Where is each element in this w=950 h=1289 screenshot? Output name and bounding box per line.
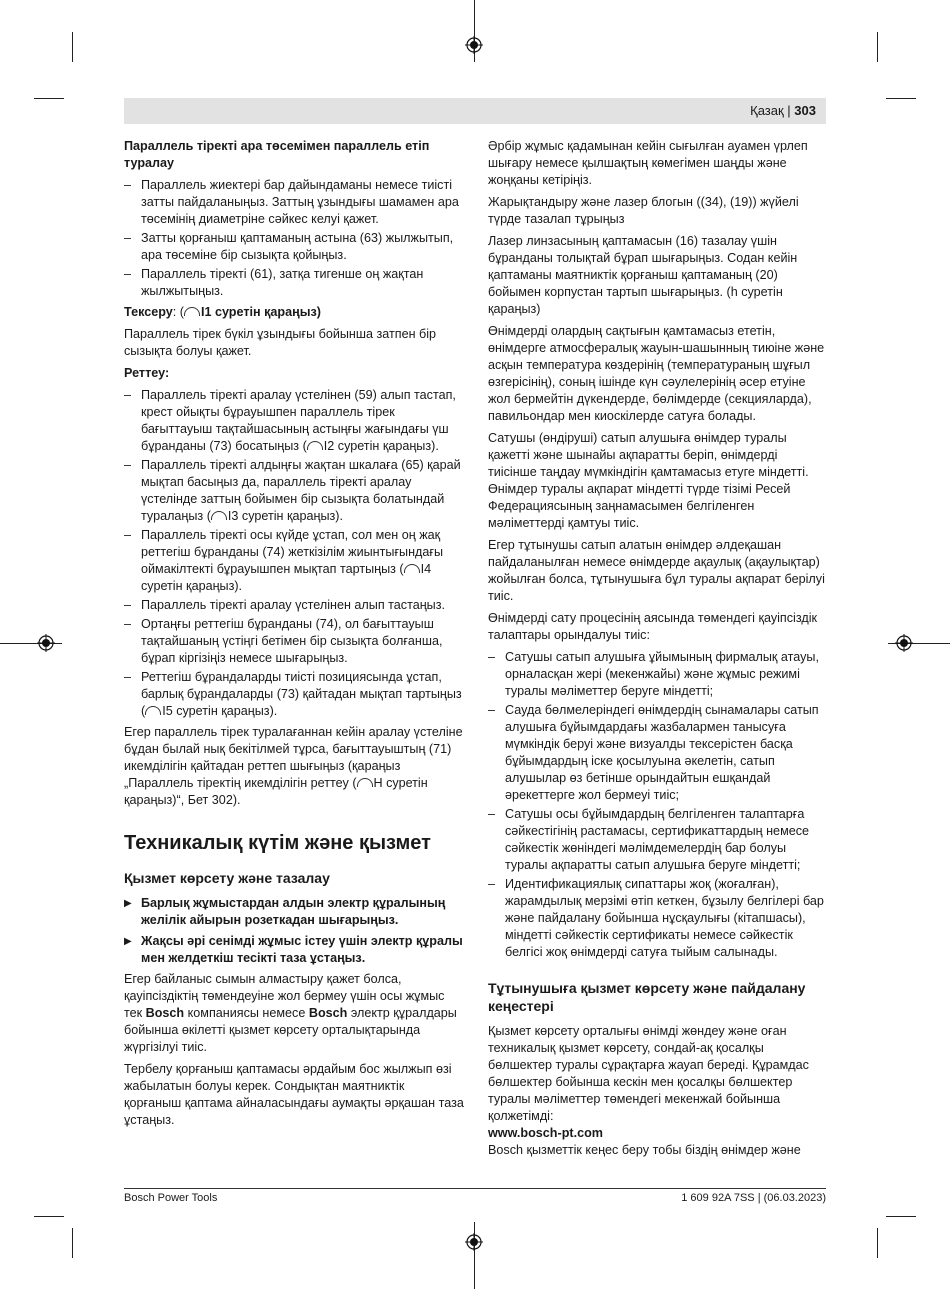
text-part: электр құралдары бойынша өкілетті қызмет көрсету орталықтарында жүргізілуі тиіс. (124, 1006, 457, 1054)
brand-name: Bosch (308, 1006, 348, 1020)
paragraph: Сатушы (өндіруші) сатып алушыға өнімдер туралы қажетті және шынайы ақпаратты беріп, өнімдерді тиісінше таңдау мүмкіндігін қамтамасыз етуге міндетті. Өнімдер туралы ақпарат міндетті түрде тізімі Ресей Федерациясының заңнамасымен белгіленген мәліметтерді қамтуы тиіс. (488, 431, 809, 530)
registration-mark-icon (37, 634, 55, 652)
registration-mark-icon (465, 36, 483, 54)
section-heading-maintenance: Техникалық күтім және қызмет (124, 832, 431, 854)
warning-item: ▶ Барлық жұмыстардан алдын электр құралының желілік айырын розеткадан шығарыңыз. (124, 895, 464, 929)
sales-requirements-list (488, 649, 826, 961)
adjust-label: Реттеу (124, 366, 165, 380)
list-item: – Параллель тіректі (61), затқа тигенше оң жақтан жылжытыңыз. (124, 266, 464, 300)
check-text: Параллель тірек бүкіл ұзындығы бойынша затпен бір сызықта болуы қажет. (124, 327, 437, 358)
list-item-text: Реттегіш бұрандаларды тиісті позициясында ұстап, барлық бұрандаларды (73) қайтадан мықтап тартыңыз ( (141, 670, 462, 718)
figure-ref-icon (184, 307, 200, 316)
list-item-text: Параллель тіректі аралау үстелінен (59) алып тастап, крест ойықты бұрауышпен параллель тірек бағыттауыш тақтайшасының астыңғы жағындағы үш бұранданы (73) босатыңыз ( (141, 388, 456, 453)
header-separator: | (787, 103, 795, 118)
right-column (488, 138, 826, 1164)
website-link[interactable]: www.bosch-pt.com (488, 1126, 603, 1140)
after-text-part: Егер параллель тірек туралағаннан кейін аралау үстеліне бұдан былай нық бекітілмей тұрса, бағыттауыштың (71) икемділігін қайтадан реттеп шығыңыз (қараңыз „Параллель тіректің икемділігін реттеу ( (124, 725, 463, 790)
check-ref: I1 суретін қараңыз) (200, 305, 321, 319)
crop-mark-left-bottom (34, 1216, 64, 1217)
parallel-align-steps (124, 177, 464, 300)
list-item (124, 669, 464, 720)
list-item: – Ортаңғы реттегіш бұранданы (74), ол бағыттауыш тақтайшаның үстіңгі бетімен бір сызықта болғанша, бұрап кіргізіңіз немесе шығарыңыз. (124, 616, 464, 667)
paragraph: Bosch қызметтік кеңес беру тобы біздің өнімдер және (488, 1143, 801, 1157)
guard-cleaning-text: Тербелу қорғаныш қаптамасы әрдайым бос жылжып өзі жабылатын болуы керек. Сондықтан маятниктік қорғаныш қаптама айналасындағы аумақты әрқашан таза ұстаңыз. (124, 1062, 464, 1127)
after-text-ref: H суретін қараңыз)“, Бет 302). (124, 776, 428, 807)
list-item-text: Параллель тіректі алдыңғы жақтан шкалаға (65) қарай мықтап басыңыз да, параллель тіректі аралау үстелінде заттың бойымен бір сызықта болатындай туралаңыз ( (141, 458, 461, 523)
warning-item: ▶ Жақсы әрі сенімді жұмыс істеу үшін электр құралы мен желдеткіш тесікті таза ұстаңыз. (124, 933, 464, 967)
paragraph: Әрбір жұмыс қадамынан кейін сығылған ауамен үрлеп шығару немесе қылшақтың көмегімен шаңды және жоңқаны кетіріңіз. (488, 139, 808, 187)
brand-name: Bosch (145, 1006, 185, 1020)
paragraph: Өнімдерді сату процесінің аясында төмендегі қауіпсіздік талаптары орындалуы тиіс: (488, 611, 817, 642)
registration-mark-icon (465, 1233, 483, 1251)
header-language: Қазақ (750, 103, 784, 118)
list-item: – Сауда бөлмелеріндегі өнімдердің сынамалары сатып алушыға бұйымдардағы жазбалармен танысуға мүмкіндік беруі және визуалды тексерістен басқа бұйымдардың іске қосылуына әкелетін, сатып алушылар өз бетінше орындайтын ешқандай әрекеттерге жол бермеуі тиіс; (488, 702, 826, 804)
left-column (124, 138, 464, 1134)
section-title-parallel-align: Параллель тіректі ара төсемімен параллель етіп туралау (124, 139, 430, 170)
list-item-ref: I3 суретін қараңыз). (227, 509, 343, 523)
after-adjust-text (124, 724, 464, 809)
cable-replacement-text (124, 971, 464, 1056)
list-item: – Параллель тіректі аралау үстелінен алып тастаңыз. (124, 597, 464, 614)
crop-mark-top-left (72, 32, 73, 62)
paragraph: Жарықтандыру және лазер блогын ((34), (19)) жүйелі түрде тазалап тұрыңыз (488, 195, 799, 226)
footer-doc-id: 1 609 92A 7SS | (06.03.2023) (681, 1192, 826, 1204)
registration-mark-icon (895, 634, 913, 652)
crop-mark-right-bottom (886, 1216, 916, 1217)
figure-ref-icon (357, 778, 373, 787)
footer-brand: Bosch Power Tools (124, 1192, 218, 1204)
page-header (124, 98, 826, 124)
list-item: – Идентификациялық сипаттары жоқ (жоғалған), жарамдылық мерзімі өтіп кеткен, бұзылу белгілері бар және пайдалану бойынша нұсқаулығы (кітапшасы), міндетті сәйкестік сертификаты немесе сәйкестік белгісі жоқ өнімдерді сатуға тыйым салынады. (488, 876, 826, 961)
list-item-text: Параллель тіректі осы күйде ұстап, сол мен оң жақ реттегіш бұранданы (74) жеткізілім жиынтығындағы оймакілтекті бұрауышпен мықтап тартыңыз ( (141, 528, 444, 576)
adjust-steps (124, 387, 464, 720)
subsection-heading-cleaning: Қызмет көрсету және тазалау (124, 870, 330, 886)
text-part: Егер байланыс сымын алмастыру қажет болса, қауіпсіздіктің төмендеуіне жол бермеу үшін осы жұмыс тек (124, 972, 445, 1020)
paragraph: Өнімдерді олардың сақтығын қамтамасыз ететін, өнімдерге атмосфералық жауын-шашынның тиюіне және асқын температура көздерінің (температураның шұғыл өзгерісінің), соның ішінде күн сәулелерінің әсер етуіне жол бермейтін дүкендерде, бөлімдерде (секцияларда), павильондар мен киоскілерде сатуға болады. (488, 324, 825, 423)
safety-warnings (124, 895, 464, 967)
list-item: – Сатушы сатып алушыға ұйымының фирмалық атауы, орналасқан жері (мекенжайы) және жұмыс режимі туралы мәліметтер беруге міндетті; (488, 649, 826, 700)
list-item (124, 527, 464, 595)
crop-mark-top-right (877, 32, 878, 62)
list-item: – Параллель жиектері бар дайындаманы немесе тиісті затты пайдаланыңыз. Заттың ұзындығы шамамен ара төсемінің диаметріне сәйкес келуі қажет. (124, 177, 464, 228)
list-item-ref: I5 суретін қараңыз). (162, 704, 278, 718)
list-item: – Сатушы осы бұйымдардың белгіленген талаптарға сәйкестігінің растамасы, сертификаттардың немесе сәйкестік жөніндегі мәлімдемелердің бар болуы туралы ақпаратты сатып алушыға беруге міндетті; (488, 806, 826, 874)
adjust-label-line: Реттеу: (124, 366, 170, 380)
figure-ref-icon (145, 706, 161, 715)
text-part: компаниясы немесе (184, 1006, 309, 1020)
figure-ref-icon (307, 441, 323, 450)
check-label: Тексеру (124, 305, 173, 319)
footer-divider (124, 1188, 826, 1189)
list-item-ref: I4 суретін қараңыз). (141, 562, 432, 593)
figure-ref-icon (404, 564, 420, 573)
figure-ref-icon (211, 511, 227, 520)
paragraph: Егер тұтынушы сатып алатын өнімдер әлдеқашан пайдаланылған немесе өнімдерде ақаулық (ақаулықтар) жойылған болса, тұтынушыға бұл туралы ақпарат берілуі тиіс. (488, 538, 825, 603)
paragraph: Лазер линзасының қаптамасын (16) тазалау үшін бұранданы толықтай бұрап шығарыңыз. Содан кейін қаптаманы маятниктік қорғаныш қаптаманың (20) бойымен корпустан тартып шығарыңыз. (h суретін қараңыз) (488, 234, 798, 316)
subsection-heading-customer-service: Тұтынушыға қызмет көрсету және пайдалану кеңестері (488, 980, 806, 1014)
crop-mark-bottom-left (72, 1228, 73, 1258)
crop-mark-left-top (34, 98, 64, 99)
crop-mark-bottom-right (877, 1228, 878, 1258)
list-item: – Затты қорғаныш қаптаманың астына (63) жылжытып, ара төсеміне бір сызықта қойыңыз. (124, 230, 464, 264)
crop-mark-right-top (886, 98, 916, 99)
list-item (124, 387, 464, 455)
list-item (124, 457, 464, 525)
header-label (750, 103, 816, 118)
paragraph: Қызмет көрсету орталығы өнімді жөндеу және оған техникалық қызмет көрсету, сондай-ақ қосалқы бөлшектер туралы сұрақтарға жауап береді. Құрамдас бөлшектер бойынша кескін мен қосалқы бөлшектер туралы мәліметтер төмендегі мекенжай бойынша қолжетімді: (488, 1024, 809, 1123)
list-item-ref: I2 суретін қараңыз). (323, 439, 439, 453)
page-number: 303 (794, 103, 816, 118)
check-line: Тексеру: ( I1 суретін қараңыз) (124, 305, 321, 319)
